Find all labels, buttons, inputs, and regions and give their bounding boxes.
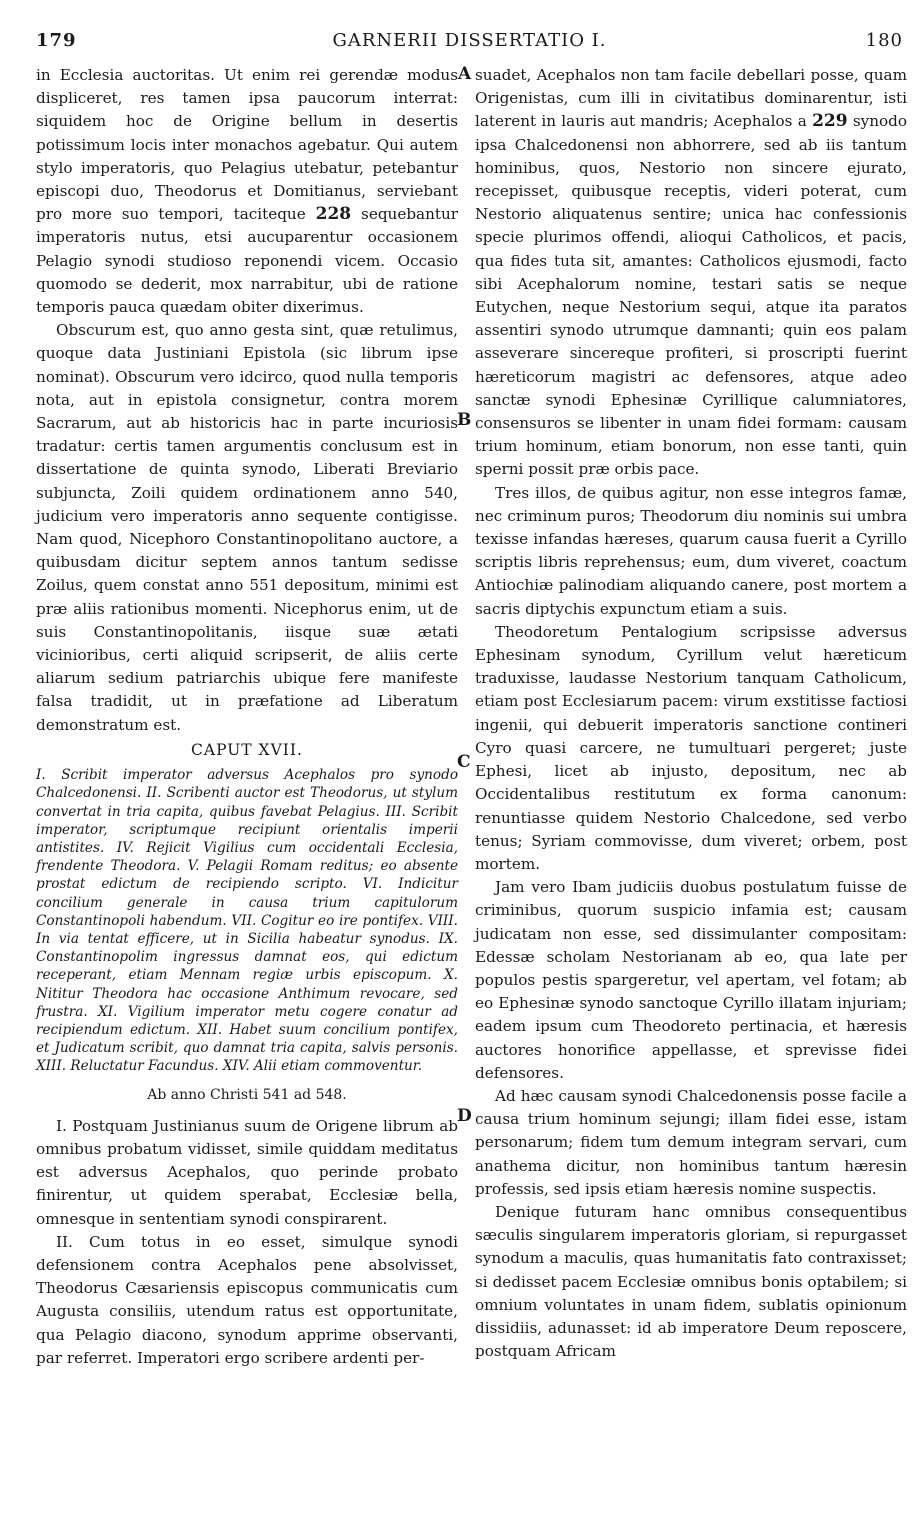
chapter-heading: CAPUT XVII.	[191, 740, 303, 759]
paragraph	[475, 64, 907, 482]
running-title: GARNERII DISSERTATIO I.	[332, 30, 607, 51]
marginal-number: 229	[812, 111, 848, 132]
paragraph: II. Cum totus in eo esset, simulque synodi defensionem contra Acephalos pene absolvisset, Theodorus Cæsariensis episcopus communicatis cum Augusta consiliis, utendum ratus est opportunitate, qua Pelagio diacono, synodum apprime observanti, par referret. Imperatori ergo scribere ardenti per-	[36, 1232, 458, 1367]
text: synodo ipsa Chalcedonensi non abhorrere, sed ab iis tantum hominibus, quos, Nestorio non sincere ejurato, recepisset, quibusque receptis, videri poterat, cum Nestorio aliquatenus sentire; unica hac confessionis specie plurimos offendi, alioqui Catholicos, et pacis, qua fides tuta sit, amantes: Catholicos ejusmodi, facto sibi Acephalorum nomine, testari satis se neque Eutychen, neque Nestorium sequi, atque ita paratos assentiri synodo utrumque damnanti; quin eos palam asseverare sincereque profiteri, si proscripti fuerint hæreticorum magistri ac defensores, atque adeo sanctæ synodi Ephesinæ Cyrillique calumniatores, consensuros se libenter in unam fidei formam: causam trium hominum, etiam bonorum, non esse tanti, quin sperni possit præ orbis pace.	[475, 112, 908, 479]
right-page-number: 180	[865, 30, 903, 51]
paragraph: I. Postquam Justinianus suum de Origene librum ab omnibus probatum vidisset, simile quiddam meditatus est adversus Acephalos, quo perinde probato finirentur, ut quidem sperabat, Ecclesiæ bella, omnesque in sententiam synodi conspirarent.	[36, 1116, 458, 1228]
right-column	[475, 64, 907, 1363]
margin-letter-b: B	[457, 410, 472, 430]
paragraph: Obscurum est, quo anno gesta sint, quæ retulimus, quoque data Justiniani Epistola (sic librum ipse nominat). Obscurum vero idcirco, quod nulla temporis nota, aut in epistola consignetur, contra morem Sacrarum, aut ab historicis hac in parte incuriosis tradatur: certis tamen argumentis conclusum est in dissertatione de quinta synodo, Liberati Breviario subjuncta, Zoili quidem ordinationem anno 540, judicium vero imperatoris anno sequente contigisse. Nam quod, Nicephoro Constantinopolitano auctore, a quibusdam dicitur septem annos tantum sedisse Zoilus, quem constat anno 551 depositum, minimi est præ aliis rationibus momenti. Nicephorus enim, ut de suis Constantinopolitanis, iisque suæ ætati vicinioribus, certi aliquid scripserit, de aliis certe aliarum sedium patriarchis ubique fere manifeste falsa tradidit, ut in præfatione ad Liberatum demonstratum est.	[36, 321, 458, 734]
margin-letter-c: C	[457, 752, 471, 772]
paragraph: Tres illos, de quibus agitur, non esse integros famæ, nec criminum puros; Theodorum diu nominis sui umbra texisse infandas hæreses, quarum causa fuerit a Cyrillo scriptis libris reprehensus; eum, dum viveret, coactum Antiochiæ palinodiam aliquando canere, post mortem a sacris diptychis expunctum etiam a suis.	[475, 483, 907, 618]
left-page-number: 179	[36, 30, 77, 51]
date-range: Ab anno Christi 541 ad 548.	[147, 1086, 347, 1103]
margin-letter-a: A	[458, 64, 472, 84]
paragraph: Ad hæc causam synodi Chalcedonensis posse facile a causa trium hominum sejungi; illam fidei esse, istam personarum; fidem tum demum integram servari, cum anathema dicitur, non hominibus tantum hæresin professis, sed ipsis etiam hæresis nomine suspectis.	[475, 1086, 907, 1198]
page-header	[36, 30, 903, 60]
paragraph: Jam vero Ibam judiciis duobus postulatum fuisse de criminibus, quorum suspicio infamia est; causam judicatam non esse, sed dissimulanter compositam: Edessæ scholam Nestorianam ab eo, qua late per populos pestis spargeretur, vel apertam, vel fotam; ab eo Ephesinæ synodo sanctoque Cyrillo illatam injuriam; eadem ipsum cum Theodoreto pertinacia, et hæresis auctores honorifice appellasse, et sprevisse fidei defensores.	[475, 878, 907, 1082]
text: in Ecclesia auctoritas. Ut enim rei gerendæ modus displiceret, res tamen ipsa paucorum interrat: siquidem hoc de Origine bellum in desertis potissimum locis inter monachos agebatur. Qui autem stylo imperatoris, quo Pelagius utebatur, petebantur episcopi duo, Theodorus et Domitianus, serviebant pro more suo tempori, taciteque	[36, 66, 458, 224]
text: suadet, Acephalos non tam facile debellari posse, quam Origenistas, cum illi in civitatibus dominarentur, isti laterent in lauris aut mandris; Acephalos a	[475, 66, 907, 131]
margin-letter-d: D	[457, 1106, 472, 1126]
left-column	[36, 64, 458, 1370]
marginal-number: 228	[315, 204, 352, 225]
paragraph	[36, 64, 458, 319]
paragraph: Theodoretum Pentalogium scripsisse adversus Ephesinam synodum, Cyrillum velut hæreticum traduxisse, laudasse Nestorium tanquam Catholicum, etiam post Ecclesiarum pacem: virum exstitisse factiosi ingenii, qui debuerit imperatoris sanctione contineri Cyro quasi carcere, ne tumultuari pergeret; juste Ephesi, licet ab injusto, depositum, nec ab Occidentalibus restitutum ex forma canonum: renuntiasse quidem Nestorio Chalcedone, sed verbo tenus; Syriam commovisse, dum viveret; orbem, post mortem.	[475, 622, 907, 873]
text: sequebantur imperatoris nutus, etsi aucuparentur occasionem Pelagio synodi studioso reponendi vicem. Occasio quomodo se dederit, mox narrabitur, ubi de ratione temporis pauca quædam obiter dixerimus.	[36, 205, 459, 317]
chapter-summary: I. Scribit imperator adversus Acephalos pro synodo Chalcedonensi. II. Scribenti auctor est Theodorus, ut stylum convertat in tria capita, quibus favebat Pelagius. III. Scribit imperator, scriptumque recipiunt orientalis imperii antistites. IV. Rejicit Vigilius cum occidentali Ecclesia, frendente Theodora. V. Pelagii Romam reditus; eo absente prostat edictum de recipiendo scripto. VI. Indicitur concilium generale in causa trium capitulorum Constantinopoli habendum. VII. Cogitur eo ire pontifex. VIII. In via tentat efficere, ut in Sicilia habeatur synodus. IX. Constantinopolim ingressus damnat eos, qui edictum receperant, etiam Mennam regiæ urbis episcopum. X. Nititur Theodora hac occasione Anthimum revocare, sed frustra. XI. Vigilium imperator metu cogere conatur ad recipiendum edictum. XII. Habet suum concilium pontifex, et Judicatum scribit, quo damnat tria capita, salvis personis. XIII. Reluctatur Facundus. XIV. Alii etiam commoventur.	[36, 767, 458, 1075]
paragraph: Denique futuram hanc omnibus consequentibus sæculis singularem imperatoris gloriam, si repurgasset synodum a maculis, quas humanitatis fato contraxisset; si dedisset pacem Ecclesiæ omnibus bonis optabilem; si omnium voluntates in unam fidem, sublatis opinionum dissidiis, adunasset: id ab imperatore Deum reposcere, postquam Africam	[475, 1202, 907, 1361]
